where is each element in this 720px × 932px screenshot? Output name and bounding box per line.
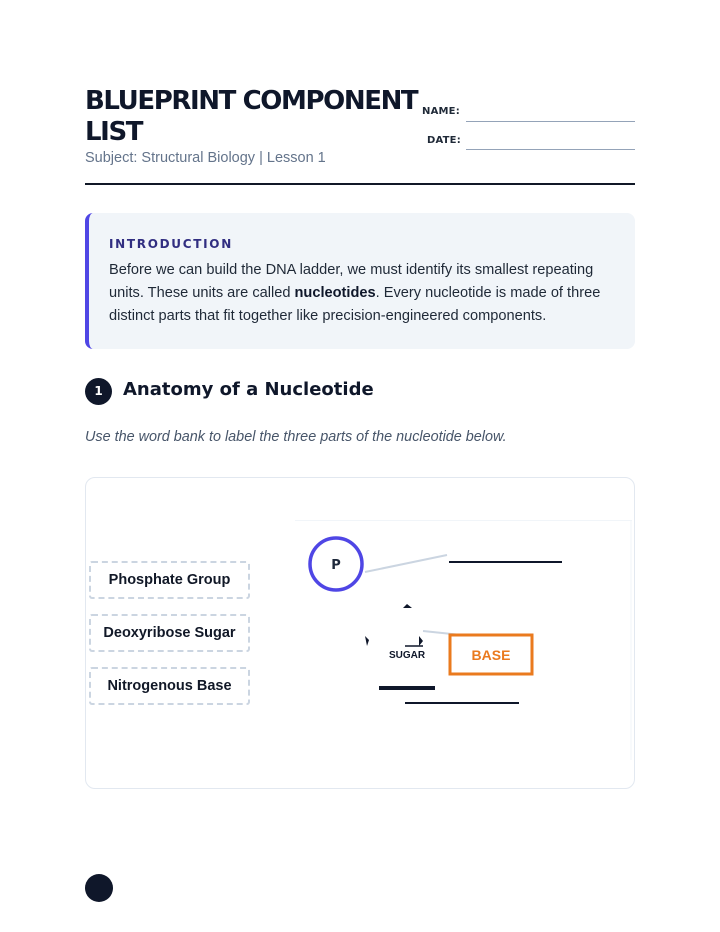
phosphate-connector-line (365, 555, 447, 572)
worksheet-header (85, 84, 635, 185)
sugar-top-vertex (403, 604, 412, 608)
intro-text-keyword: nucleotides (294, 285, 376, 301)
section-number-badge: 1 (85, 378, 112, 405)
base-label: BASE (471, 647, 511, 663)
worksheet-title: BLUEPRINT COMPONENT LIST (85, 86, 418, 147)
phosphate-label: P (331, 558, 341, 573)
sugar-right-vertex (419, 636, 423, 646)
name-label: NAME: (422, 106, 460, 117)
word-bank-deoxyribose-sugar[interactable]: Deoxyribose Sugar (89, 614, 250, 652)
section-instructions: Use the word bank to label the three parts of the nucleotide below. (85, 429, 507, 445)
introduction-box (85, 213, 635, 349)
intro-text-after: . Every nucleotide is made of three distinct parts that fit together like precision-engineered components. (109, 285, 601, 324)
word-bank-phosphate-group[interactable]: Phosphate Group (89, 561, 250, 599)
introduction-text (109, 259, 629, 328)
sugar-label: SUGAR (388, 650, 426, 661)
nucleotide-diagram (295, 520, 632, 760)
name-field-line[interactable] (466, 121, 635, 122)
section-2-number-badge (85, 874, 113, 902)
sugar-bottom-edge (379, 686, 435, 690)
word-bank-nitrogenous-base[interactable]: Nitrogenous Base (89, 667, 250, 705)
worksheet-subject: Subject: Structural Biology | Lesson 1 (85, 150, 326, 166)
date-label: DATE: (427, 135, 461, 146)
section-title: Anatomy of a Nucleotide (123, 379, 374, 400)
sugar-left-vertex (365, 636, 369, 646)
intro-text-before: Before we can build the DNA ladder, we must identify its smallest repeating units. These units are called (109, 262, 594, 301)
introduction-label: INTRODUCTION (109, 237, 233, 251)
date-field-line[interactable] (466, 149, 635, 150)
